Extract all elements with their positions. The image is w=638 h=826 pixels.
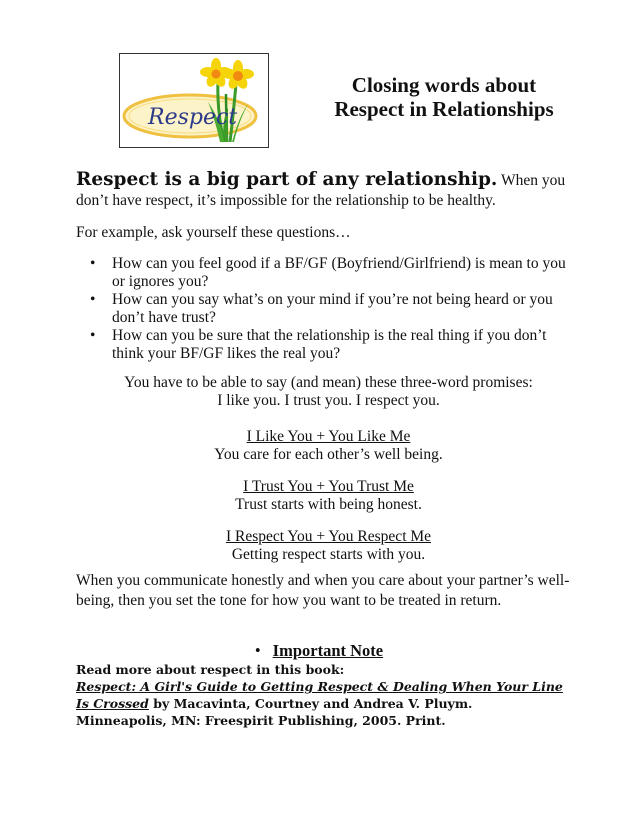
questions-list (76, 255, 576, 363)
question-text: How can you be sure that the relationship is the real thing if you don’t think your BF/GF likes the real you? (112, 327, 547, 362)
list-item (90, 255, 576, 291)
bullet-icon: • (90, 291, 96, 308)
promises-intro: You have to be able to say (and mean) these three-word promises: (124, 374, 533, 391)
promise-like-heading: I Like You + You Like Me (246, 428, 411, 445)
bullet-icon: • (254, 641, 261, 660)
book-intro: Read more about respect in this book: (76, 662, 345, 677)
list-item (90, 291, 576, 327)
lead-paragraph (76, 170, 576, 211)
lead-rest-text: When you don’t have respect, it’s impossible for the relationship to be healthy. (76, 172, 566, 209)
promise-trust-heading: I Trust You + You Trust Me (243, 478, 414, 495)
question-text: How can you feel good if a BF/GF (Boyfriend/Girlfriend) is mean to you or ignores you? (112, 255, 566, 290)
promise-respect-heading: I Respect You + You Respect Me (225, 528, 432, 545)
promise-trust-body: Trust starts with being honest. (235, 496, 422, 513)
title-line-1: Closing words about (351, 73, 537, 97)
promise-respect-body: Getting respect starts with you. (231, 546, 426, 563)
important-note-heading (0, 641, 638, 661)
bullet-icon: • (90, 255, 96, 272)
respect-logo (119, 53, 269, 148)
title-line-2: Respect in Relationships (334, 97, 554, 121)
book-citation: by Macavinta, Courtney and Andrea V. Pluym. Minneapolis, MN: Freespirit Publishing, 2005. Print. (76, 696, 473, 728)
promises-block (76, 374, 581, 564)
list-item (90, 327, 576, 363)
logo-text: Respect (148, 105, 238, 130)
closing-paragraph: When you communicate honestly and when you care about your partner’s well-being, then you set the tone for how you want to be treated in return. (76, 572, 570, 609)
important-note-text: Important Note (272, 641, 384, 660)
promise-like-body: You care for each other’s well being. (214, 446, 443, 463)
example-paragraph: For example, ask yourself these questions… (76, 224, 351, 241)
book-reference (76, 661, 566, 729)
book-title-link[interactable]: Respect: A Girl's Guide to Getting Respect & Dealing When Your Line Is Crossed (76, 679, 563, 711)
question-text: How can you say what’s on your mind if you’re not being heard or you don’t have trust? (112, 291, 553, 326)
bullet-icon: • (90, 327, 96, 344)
promises-summary: I like you. I trust you. I respect you. (217, 392, 440, 409)
daffodil-logo-icon (120, 54, 268, 147)
lead-strong-text: Respect is a big part of any relationship. (76, 169, 498, 190)
page-title (300, 73, 588, 121)
